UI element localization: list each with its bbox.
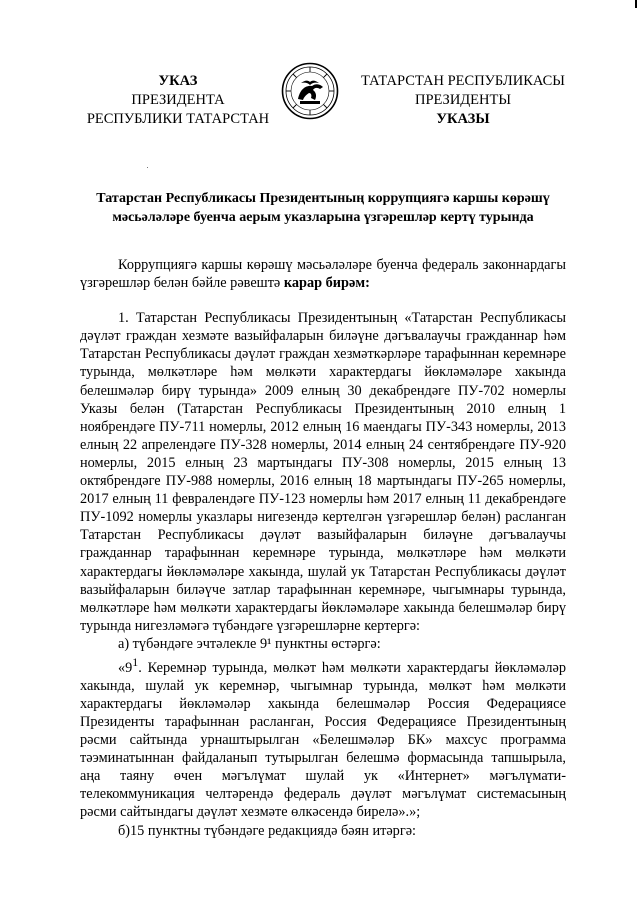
header-right-line-3: УКАЗЫ bbox=[436, 111, 490, 127]
document-title bbox=[80, 189, 566, 227]
preamble-paragraph bbox=[80, 256, 566, 292]
header-right-line-2: ПРЕЗИДЕНТЫ bbox=[414, 92, 512, 108]
point-number: «9 bbox=[118, 659, 133, 676]
header-left-line-1: УКАЗ bbox=[158, 73, 198, 89]
tatarstan-coat-of-arms-icon bbox=[281, 62, 339, 120]
header-left-line-2: ПРЕЗИДЕНТА bbox=[131, 92, 225, 108]
scan-edge-mark bbox=[635, 0, 637, 8]
quoted-point-9-1 bbox=[80, 653, 566, 822]
title-line-2: мәсьәләләре буенча аерым указларына үзгәрешләр кертү турында bbox=[112, 210, 534, 225]
header-right-line-1: ТАТАРСТАН РЕСПУБЛИКАСЫ bbox=[361, 73, 565, 89]
point-text: . Керемнәр турында, мөлкәт һәм мөлкәти характердагы йөкләмәләр хакында, шулай ук керемнәр, чыгымнар турында, мөлкәт һәм мөлкәти характердагы йөкләмәләр хакында белешмәләр Россия Федерациясе Президенты тарафыннан расланган, Россия Федерациясе Президентының рәсми сайтында урнаштырылган «Белешмәләр БК» махсус программа тәэминатыннан файдаланып тутырылган белешмә формасында тапшырыла, аңа таяну өчен мәгълүмат шулай ук «Интернет» мәгълүмати-телекоммуникация челтәрендә федераль дәүләт мәгълүмат системасының рәсми сайтындагы дәүләт хезмәте өлкәсендә бирелә».»; bbox=[80, 659, 566, 821]
preamble-text: Коррупциягә каршы көрәшү мәсьәләләре буенча федераль законнардагы үзгәрешләр белән бәйле рәвештә bbox=[80, 257, 566, 292]
decree-phrase: карар бирәм: bbox=[283, 275, 370, 292]
subitem-a: а) түбәндәге эчтәлекле 9¹ пунктны өстәргә: bbox=[118, 635, 381, 652]
paragraph-1: 1. Татарстан Республикасы Президентының «Татарстан Республикасы дәүләт граждан хезмәте вазыйфаларын биләүне дәгъвалаучы гражданнар һәм Татарстан Республикасы дәүләт граждан хезмәткәрләре тарафыннан керемнәре турында, мөлкәтләре һәм мөлкәти характердагы йөкләмәләре хакында белешмәләр бирү турында» 2009 елның 30 декабрендәге ПУ-702 номерлы Указы белән (Татарстан Республикасы Президентының 2010 елның 1 ноябрендәге ПУ-711 номерлы, 2012 елның 16 маендагы ПУ-343 номерлы, 2013 елның 22 апрелендәге ПУ-328 номерлы, 2014 елның 24 сентябрендәге ПУ-920 номерлы, 2015 елның 23 мартындагы ПУ-308 номерлы, 2015 елның 13 октябрендәге ПУ-988 номерлы, 2016 елның 18 мартындагы ПУ-265 номерлы, 2017 елның 11 февралендәге ПУ-123 номерлы һәм 2017 елның 11 декабрендәге ПУ-1092 номерлы указлары нигезендә кертелгән үзгәрешләр белән) расланган Татарстан Республикасы дәүләт вазыйфаларын биләүне дәгъвалаучы гражданнар тарафыннан керемнәре турында, мөлкәтләре һәм мөлкәти характердагы йөкләмәләре хакында, шулай ук Татарстан Республикасы дәүләт вазыйфаларын биләүче затлар тарафыннан керемнәре, чыгымнары турында, мөлкәтләре һәм мөлкәти характердагы йөкләмәләре хакында белешмәләр бирү турында нигезләмәгә түбәндәге үзгәрешләрне кертергә: bbox=[80, 310, 566, 634]
document-body bbox=[80, 256, 566, 840]
header-left-line-3: РЕСПУБЛИКИ ТАТАРСТАН bbox=[86, 111, 270, 127]
subitem-b: б)15 пунктны түбәндәге редакциядә бәян итәргә: bbox=[118, 822, 417, 839]
header-left-russian bbox=[80, 72, 276, 129]
title-line-1: Татарстан Республикасы Президентының коррупциягә каршы көрәшү bbox=[96, 191, 550, 206]
point-superscript: 1 bbox=[132, 654, 139, 669]
scan-speck bbox=[147, 167, 148, 168]
header-right-tatar bbox=[360, 72, 566, 129]
